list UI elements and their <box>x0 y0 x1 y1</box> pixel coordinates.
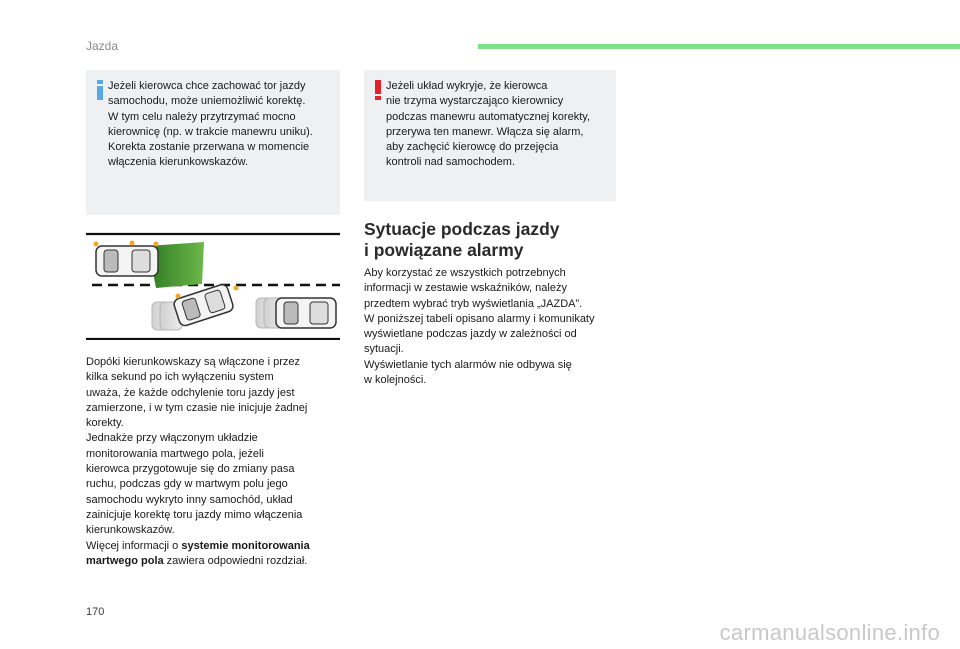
warning-icon <box>372 79 384 101</box>
warning-note-line: podczas manewru automatycznej korekty, <box>386 110 590 123</box>
body-line: w kolejności. <box>364 374 427 387</box>
car-turning-icon <box>173 283 235 327</box>
watermark: carmanualsonline.info <box>719 620 940 645</box>
heading-line: i powiązane alarmy <box>364 240 524 260</box>
info-icon <box>94 79 106 101</box>
info-note <box>86 70 340 215</box>
lane-keeping-illustration <box>86 232 340 340</box>
body-line: uważa, że każde odchylenie toru jazdy jest <box>86 386 295 399</box>
body-line: wyświetlane podczas jazdy w zależności od <box>364 328 577 341</box>
warning-note-line: Jeżeli układ wykryje, że kierowca <box>386 80 548 92</box>
body-line: ruchu, podczas gdy w martwym polu jego <box>86 478 288 491</box>
info-note-text <box>108 79 334 171</box>
body-line: zamierzone, i w tym czasie nie inicjuje żadnej <box>86 401 308 414</box>
warning-note-line: nie trzyma wystarczająco kierownicy <box>386 95 564 108</box>
section-accent-bar <box>478 44 960 49</box>
warning-note-line: kontroli nad samochodem. <box>386 156 516 169</box>
car-top-lane-icon <box>94 241 159 277</box>
warning-note <box>364 70 616 201</box>
body-line: kilka sekund po ich wyłączeniu system <box>86 371 274 384</box>
body-line: W poniższej tabeli opisano alarmy i komunikaty <box>364 312 595 325</box>
page-number: 170 <box>86 606 105 618</box>
section-title: Jazda <box>86 39 119 53</box>
reference-prefix: Więcej informacji o <box>86 539 182 552</box>
body-line: samochodu wykryto inny samochód, układ <box>86 493 293 506</box>
body-line: zainicjuje korektę toru jazdy mimo włączenia <box>86 508 303 521</box>
info-note-line: kierownicę (np. w trakcie manewru uniku). <box>108 125 313 138</box>
reference-link-bold: martwego pola <box>86 554 164 567</box>
info-note-line: W tym celu należy przytrzymać mocno <box>108 110 296 123</box>
info-note-line: samochodu, może uniemożliwić korektę. <box>108 95 306 108</box>
car-bottom-lane-icon <box>276 298 336 328</box>
left-body-text <box>86 355 348 569</box>
body-line: sytuacji. <box>364 343 404 356</box>
section-heading <box>364 219 624 261</box>
body-line: Aby korzystać ze wszystkich potrzebnych <box>364 267 566 279</box>
info-note-line: włączenia kierunkowskazów. <box>108 156 249 169</box>
right-body-text <box>364 266 626 388</box>
body-line: przedtem wybrać tryb wyświetlania „JAZDA”. <box>364 297 583 310</box>
warning-note-text <box>386 79 610 171</box>
body-line-reference <box>86 539 348 554</box>
info-note-line: Korekta zostanie przerwana w momencie <box>108 141 310 154</box>
warning-note-line: aby zachęcić kierowcę do przejęcia <box>386 141 559 154</box>
warning-note-line: przerywa ten manewr. Włącza się alarm, <box>386 125 584 138</box>
reference-link-bold: systemie monitorowania <box>181 539 310 552</box>
body-line: kierowca przygotowuje się do zmiany pasa <box>86 463 295 476</box>
reference-suffix: zawiera odpowiedni rozdział. <box>163 554 308 567</box>
body-line: Dopóki kierunkowskazy są włączone i przez <box>86 356 300 368</box>
body-line-reference <box>86 554 348 569</box>
heading-line: Sytuacje podczas jazdy <box>364 219 560 239</box>
body-line: Wyświetlanie tych alarmów nie odbywa się <box>364 358 572 371</box>
body-line: Jednakże przy włączonym układzie <box>86 432 258 445</box>
body-line: monitorowania martwego pola, jeżeli <box>86 447 264 460</box>
body-line: kierunkowskazów. <box>86 524 175 537</box>
info-note-line: Jeżeli kierowca chce zachować tor jazdy <box>108 80 306 92</box>
body-line: informacji w zestawie wskaźników, należy <box>364 282 567 295</box>
body-line: korekty. <box>86 417 124 430</box>
